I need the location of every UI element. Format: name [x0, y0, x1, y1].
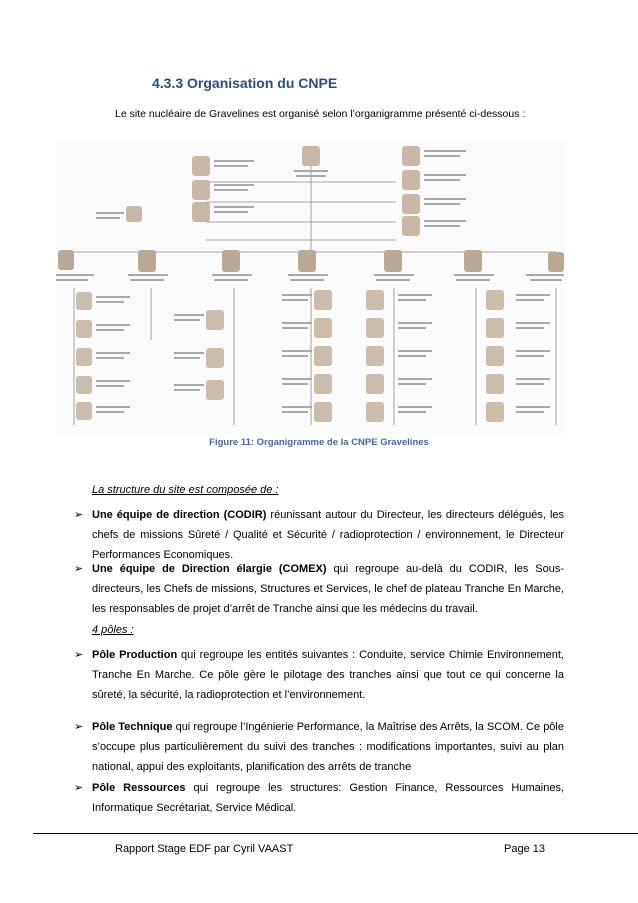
item-text: qui regroupe les entités suivantes : Conduite, service Chimie Environnement, Tranche En Marche. Ce pôle gère le pilotage des tranches ainsi que tout ce qui concerne la sûreté, la sécurité, la radioprotection et l’environnement.: [92, 649, 564, 701]
arrow-bullet-icon: ➢: [74, 509, 84, 521]
item-bold-label: Pôle Production: [92, 649, 178, 661]
item-text: réunissant autour du Directeur, les directeurs délégués, les chefs de missions Sûreté / Qualité et Sécurité / radioprotection / environnement, le Directeur Performances Economiques.: [92, 509, 565, 561]
intro-paragraph: Le site nucléaire de Gravelines est organisé selon l’organigramme présenté ci-dessous :: [115, 108, 526, 120]
arrow-bullet-icon: ➢: [74, 649, 84, 661]
figure-caption: Figure 11: Organigramme de la CNPE Gravelines: [209, 437, 429, 448]
list-item: [74, 645, 564, 705]
arrow-bullet-icon: ➢: [74, 721, 84, 733]
footer-divider: [33, 833, 638, 834]
item-text: qui regroupe au-delà du CODIR, les Sous-directeurs, les Chefs de missions, Structures et Services, le chef de plateau Tranche En Marche, les responsables de projet d’arrêt de Tranche ainsi que les médecins du travail.: [92, 563, 564, 615]
arrow-bullet-icon: ➢: [74, 782, 84, 794]
section-heading: 4.3.3 Organisation du CNPE: [152, 75, 338, 91]
item-bold-label: Une équipe de Direction élargie (COMEX): [92, 563, 327, 575]
footer-title: Rapport Stage EDF par Cyril VAAST: [115, 843, 294, 855]
list-item: [74, 778, 564, 818]
poles-title: 4 pôles :: [92, 624, 134, 636]
org-chart-graphic: [56, 140, 566, 434]
item-bold-label: Une équipe de direction (CODIR): [92, 509, 267, 521]
item-bold-label: Pôle Technique: [92, 721, 173, 733]
list-item: [74, 505, 564, 565]
page-number: Page 13: [504, 843, 545, 855]
arrow-bullet-icon: ➢: [74, 563, 84, 575]
item-bold-label: Pôle Ressources: [92, 782, 186, 794]
list-item: [74, 559, 564, 619]
item-text: qui regroupe l’Ingénierie Performance, la Maîtrise des Arrêts, la SCOM. Ce pôle s’occupe plus particulièrement du suivi des tranches : modifications importantes, suivi au plan national, appui des exploitants, planification des arrêts de tranche: [92, 721, 564, 773]
org-chart-image: [56, 140, 566, 434]
structure-title: La structure du site est composée de :: [92, 484, 279, 496]
item-text: qui regroupe les structures: Gestion Finance, Ressources Humaines, Informatique Secrétariat, Service Médical.: [92, 782, 564, 814]
list-item: [74, 717, 564, 777]
